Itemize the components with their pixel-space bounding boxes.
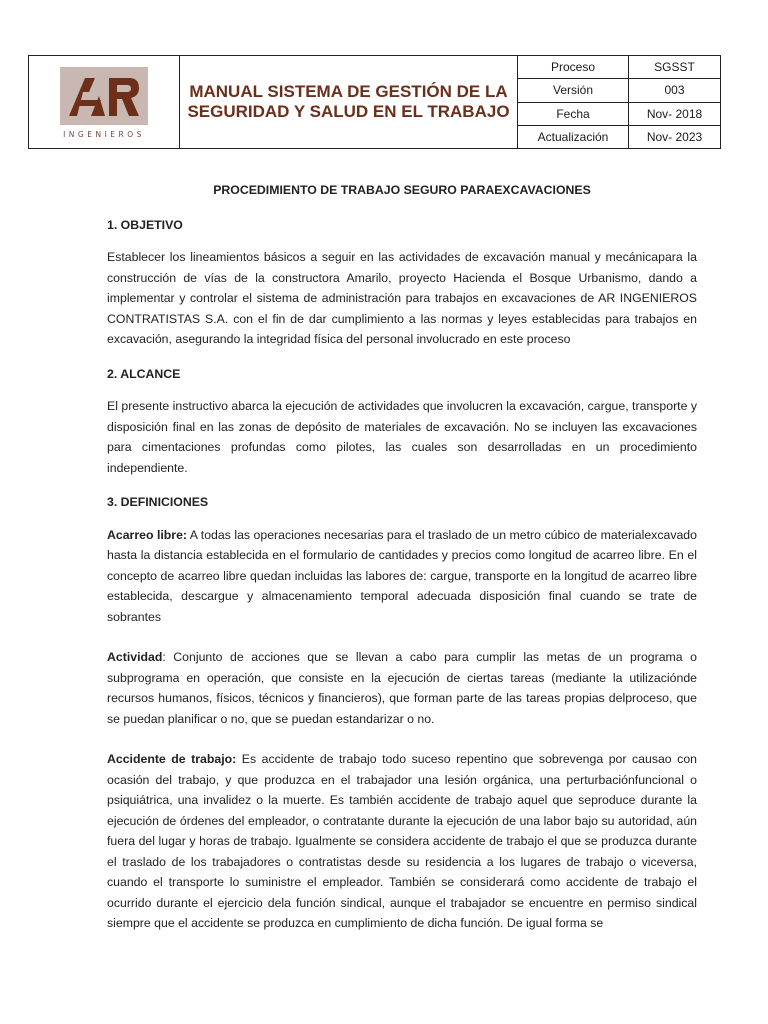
manual-title bbox=[180, 56, 518, 148]
definition-actividad bbox=[107, 647, 697, 729]
section-heading-definiciones: 3. DEFINICIONES bbox=[107, 495, 209, 509]
manual-title-line1: MANUAL SISTEMA DE GESTIÓN DE LA bbox=[189, 82, 508, 101]
section-heading-alcance: 2. ALCANCE bbox=[107, 366, 181, 381]
meta-value: 003 bbox=[664, 83, 685, 98]
meta-label: Proceso bbox=[518, 56, 629, 78]
definition-term: Acarreo libre: bbox=[107, 527, 188, 542]
meta-label: Fecha bbox=[518, 103, 629, 125]
meta-row-proceso bbox=[518, 56, 720, 79]
meta-value: Nov- 2023 bbox=[646, 129, 703, 144]
definition-text: Es accidente de trabajo todo suceso repentino que sobrevenga por causao con ocasión del trabajo, y que produzca en el trabajador una lesión orgánica, una perturbaciónfuncional o psiquiátrica, una invalidez o la muerte. Es también accidente de trabajo aquel que seproduce durante la ejecución de órdenes del empleador, o contratante durante la ejecución de una labor bajo su autoridad, aún fuera del lugar y horas de trabajo. Igualmente se considera accidente de trabajo el que se produzca durante el traslado de los trabajadores o contratistas desde su residencia a los lugares de trabajo o viceversa, cuando el transporte lo suministre el empleador. También se considerará como accidente de trabajo el ocurrido durante el ejercicio dela función sindical, aunque el trabajador se encuentre en permiso sindical siempre que el accidente se produzca en cumplimiento de dicha función. De igual forma se bbox=[107, 752, 697, 930]
company-logo bbox=[60, 67, 148, 125]
definition-text: : Conjunto de acciones que se llevan a cabo para cumplir las metas de un programa o subprograma en operación, que consiste en la ejecución de ciertas tareas (mediante la utilizaciónde recursos humanos, físicos, técnicos y financieros), que forman parte de las tareas propias delproceso, que se puedan planificar o no, que se puedan estandarizar o no. bbox=[107, 650, 697, 726]
ar-logo-icon bbox=[65, 74, 143, 118]
definition-text: A todas las operaciones necesarias para el traslado de un metro cúbico de materialexcavado hasta la distancia establecida en el formulario de cantidades y precios como longitud de acarreo libre. En el concepto de acarreo libre quedan incluidas las labores de: cargue, transporte en la longitud de acarreo libre establecida, descargue y almacenamiento temporal adecuada disposición final cuando se trate de sobrantes bbox=[107, 527, 697, 624]
paragraph-alcance: El presente instructivo abarca la ejecución de actividades que involucren la excavación, cargue, transporte y disposición final en las zonas de depósito de materiales de excavación. No se incluyen las excavaciones para cimentaciones profundas como pilotes, las cuales son desarrolladas en un procedimiento independiente. bbox=[107, 399, 697, 475]
definition-acarreo-libre bbox=[107, 525, 697, 628]
meta-row-actualizacion bbox=[518, 126, 720, 148]
logo-subtitle: INGENIEROS bbox=[63, 130, 145, 139]
meta-label: Versión bbox=[518, 79, 629, 101]
definition-accidente-de-trabajo bbox=[107, 749, 697, 934]
meta-value: SGSST bbox=[654, 60, 695, 75]
document-header bbox=[28, 55, 721, 149]
paragraph-objetivo: Establecer los lineamientos básicos a seguir en las actividades de excavación manual y mecánicapara la construcción de vías de la constructora Amarilo, proyecto Hacienda el Bosque Urbanismo, dando a implementar y controlar el sistema de administración para trabajos en excavaciones de AR INGENIEROS CONTRATISTAS S.A. con el fin de dar cumplimiento a las normas y leyes establecidas para trabajos en excavación, asegurando la integridad física del personal involucrado en este proceso bbox=[107, 250, 697, 346]
document-body bbox=[107, 178, 697, 934]
definition-term: Actividad bbox=[107, 650, 163, 664]
meta-label: Actualización bbox=[518, 126, 629, 148]
section-heading-objetivo: 1. OBJETIVO bbox=[107, 217, 183, 232]
logo-cell bbox=[29, 56, 180, 148]
meta-row-fecha bbox=[518, 103, 720, 126]
procedure-title: PROCEDIMIENTO DE TRABAJO SEGURO PARAEXCAVACIONES bbox=[213, 183, 591, 197]
manual-title-line2: SEGURIDAD Y SALUD EN EL TRABAJO bbox=[187, 102, 510, 121]
meta-table bbox=[518, 56, 720, 148]
meta-row-version bbox=[518, 79, 720, 102]
definition-term: Accidente de trabajo: bbox=[107, 752, 237, 766]
meta-value: Nov- 2018 bbox=[646, 106, 703, 121]
